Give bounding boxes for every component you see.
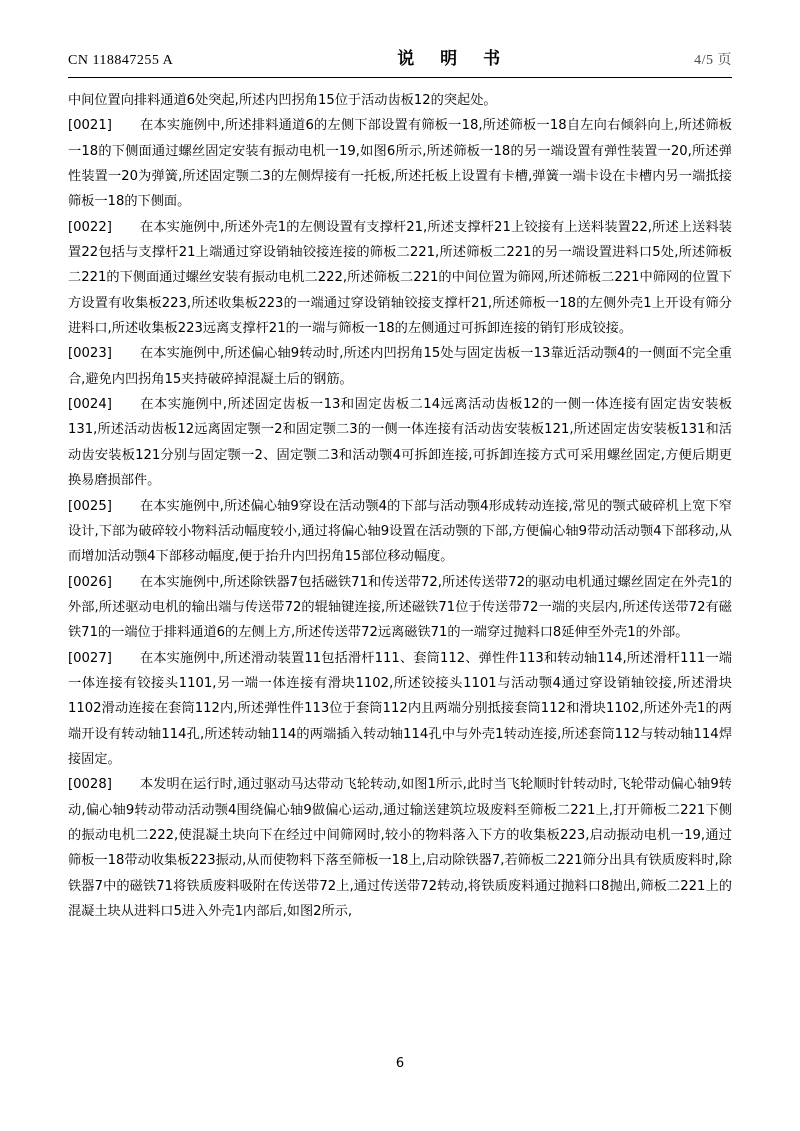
- paragraph-text: 在本实施例中,所述偏心轴9转动时,所述内凹拐角15处与固定齿板一13靠近活动颚4的一侧面不完全重合,避免内凹拐角15夹持破碎掉混凝土后的钢筋。: [68, 346, 732, 387]
- paragraph-label: [0025]: [68, 498, 112, 514]
- paragraph-label: [0022]: [68, 219, 112, 235]
- paragraph-label: [0028]: [68, 777, 112, 793]
- paragraph-text: 在本实施例中,所述滑动装置11包括滑杆111、套筒112、弹性件113和转动轴114,所述滑杆111一端一体连接有铰接头1101,另一端一体连接有滑块1102,所述铰接头1101与活动颚4通过穿设销轴铰接,所述滑块1102滑动连接在套筒112内,所述弹性件113位于套筒112内且两端分别抵接套筒112和滑块1102,所述外壳1的两端开设有转动轴114孔,所述转动轴114的两端插入转动轴114孔中与外壳1转动连接,所述套筒112与转动轴114焊接固定。: [68, 650, 732, 767]
- document-title: 说 明 书: [397, 49, 511, 69]
- paragraph-0023: [68, 341, 732, 392]
- footer-page-number: 6: [395, 1056, 405, 1071]
- document-body: [68, 88, 732, 924]
- paragraph-text: 在本实施例中,所述除铁器7包括磁铁71和传送带72,所述传送带72的驱动电机通过螺丝固定在外壳1的外部,所述驱动电机的输出端与传送带72的辊轴键连接,所述磁铁71位于传送带72一端的夹层内,所述传送带72有磁铁71的一端位于排料通道6的左侧上方,所述传送带72远离磁铁71的一端穿过抛料口8延伸至外壳1的外部。: [68, 574, 732, 641]
- header-divider: [68, 77, 732, 78]
- paragraph-text: 在本实施例中,所述固定齿板一13和固定齿板二14远离活动齿板12的一侧一体连接有固定齿安装板131,所述活动齿板12远离固定颚一2和固定颚二3的一侧一体连接有活动齿安装板121,所述固定齿安装板131和活动齿安装板121分别与固定颚一2、固定颚二3和活动颚4可拆卸连接,可拆卸连接方式可采用螺丝固定,方便后期更换易磨损部件。: [68, 397, 732, 489]
- paragraph-text: 本发明在运行时,通过驱动马达带动飞轮转动,如图1所示,此时当飞轮顺时针转动时,飞轮带动偏心轴9转动,偏心轴9转动带动活动颚4围绕偏心轴9做偏心运动,通过输送建筑垃圾废料至筛板二221上,打开筛板二221下侧的振动电机二222,使混凝土块向下在经过中间筛网时,较小的物料落入下方的收集板223,启动振动电机一19,通过筛板一18带动收集板223振动,从而使物料下落至筛板一18上,启动除铁器7,若筛板二221筛分出具有铁质废料时,除铁器7中的磁铁71将铁质废料吸附在传送带72上,通过传送带72转动,将铁质废料通过抛料口8抛出,筛板二221上的混凝土块从进料口5进入外壳1内部后,如图2所示,: [68, 777, 732, 919]
- page-indicator: 4/5 页: [694, 53, 732, 68]
- page-footer: [0, 1056, 800, 1071]
- publication-number: CN 118847255 A: [68, 53, 174, 68]
- paragraph-label: [0023]: [68, 346, 112, 362]
- paragraph-text: 在本实施例中,所述偏心轴9穿设在活动颚4的下部与活动颚4形成转动连接,常见的颚式破碎机上宽下窄设计,下部为破碎较小物料活动幅度较小,通过将偏心轴9设置在活动颚的下部,方便偏心轴9带动活动颚4下部移动,从而增加活动颚4下部移动幅度,便于抬升内凹拐角15部位移动幅度。: [68, 498, 732, 565]
- paragraph-text: 在本实施例中,所述排料通道6的左侧下部设置有筛板一18,所述筛板一18自左向右倾斜向上,所述筛板一18的下侧面通过螺丝固定安装有振动电机一19,如图6所示,所述筛板一18的另一端设置有弹性装置一20,所述弹性装置一20为弹簧,所述固定颚二3的左侧焊接有一托板,所述托板上设置有卡槽,弹簧一端卡设在卡槽内另一端抵接筛板一18的下侧面。: [68, 118, 732, 210]
- paragraph-0026: [68, 570, 732, 646]
- continuation-paragraph: 中间位置向排料通道6处突起,所述内凹拐角15位于活动齿板12的突起处。: [68, 93, 497, 108]
- paragraph-0025: [68, 494, 732, 570]
- paragraph-label: [0021]: [68, 118, 112, 134]
- paragraph-0024: [68, 392, 732, 493]
- paragraph-0021: [68, 113, 732, 214]
- paragraph-label: [0027]: [68, 650, 112, 666]
- paragraph-label: [0026]: [68, 574, 112, 590]
- paragraph-0022: [68, 215, 732, 342]
- paragraph-0027: [68, 646, 732, 773]
- paragraph-0028: [68, 772, 732, 924]
- page-header: [68, 44, 732, 77]
- paragraph-text: 在本实施例中,所述外壳1的左侧设置有支撑杆21,所述支撑杆21上铰接有上送料装置22,所述上送料装置22包括与支撑杆21上端通过穿设销轴铰接连接的筛板二221,所述筛板二221的另一端设置进料口5处,所述筛板二221的下侧面通过螺丝安装有振动电机二222,所述筛板二221的中间位置为筛网,所述筛板二221中筛网的位置下方设置有收集板223,所述收集板223的一端通过穿设销轴铰接支撑杆21,所述筛板一18的左侧外壳1上开设有筛分进料口,所述收集板223远离支撑杆21的一端与筛板一18的左侧通过可拆卸连接的销钉形成铰接。: [68, 219, 732, 337]
- paragraph-label: [0024]: [68, 397, 112, 413]
